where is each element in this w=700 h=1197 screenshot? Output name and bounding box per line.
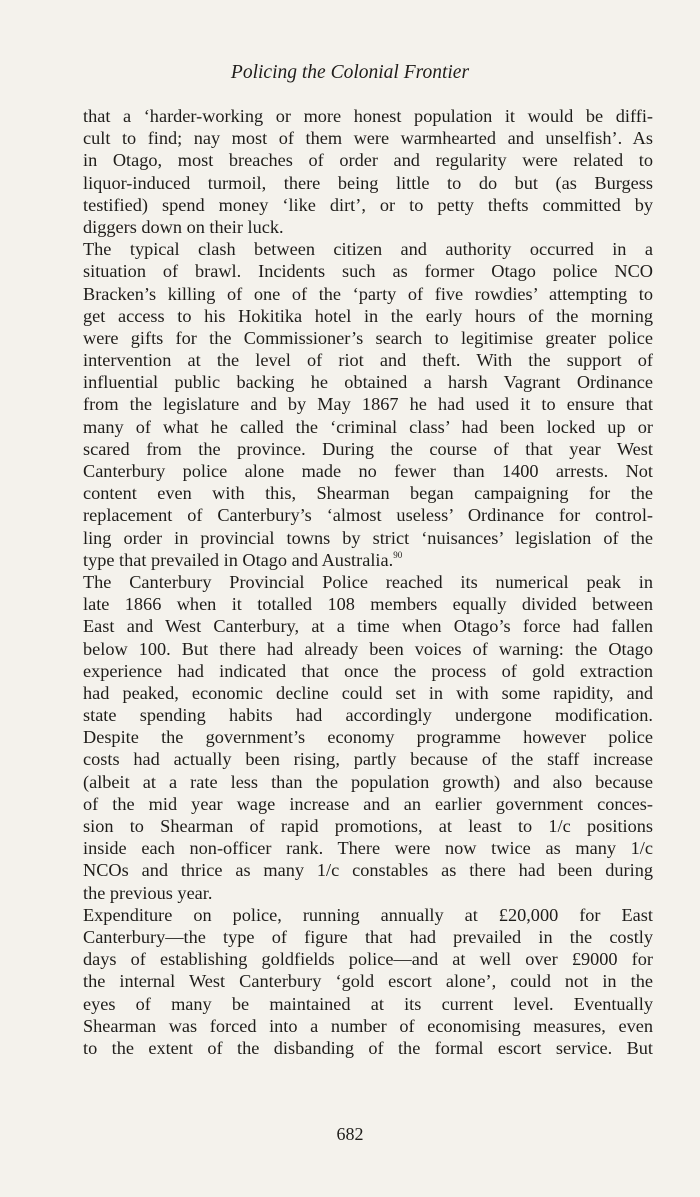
text-line <box>83 837 653 859</box>
text-line <box>83 172 653 194</box>
line-text: NCOs and thrice as many 1/c constables as there had been during <box>83 860 653 881</box>
line-text: type that prevailed in Otago and Australia. <box>83 549 394 570</box>
text-line <box>83 993 653 1015</box>
line-text: influential public backing he obtained a harsh Vagrant Ordinance <box>83 372 653 393</box>
line-text: Despite the government’s economy programme however police <box>83 727 653 748</box>
line-text: experience had indicated that once the process of gold extraction <box>83 660 653 681</box>
line-text: the internal West Canterbury ‘gold escort alone’, could not in the <box>83 971 653 992</box>
text-line <box>83 438 653 460</box>
text-line <box>83 371 653 393</box>
line-text: days of establishing goldfields police—and at well over £9000 for <box>83 949 653 970</box>
text-line <box>83 1037 653 1059</box>
line-text: had peaked, economic decline could set in with some rapidity, and <box>83 682 653 703</box>
text-line <box>83 238 653 260</box>
text-line <box>83 305 653 327</box>
text-line <box>83 904 653 926</box>
line-text: sion to Shearman of rapid promotions, at least to 1/c positions <box>83 816 653 836</box>
line-text: Shearman was forced into a number of economising measures, even <box>83 1015 653 1036</box>
text-line <box>83 815 653 837</box>
line-text: Canterbury—the type of figure that had prevailed in the costly <box>83 926 653 947</box>
text-line <box>83 260 653 282</box>
line-text: East and West Canterbury, at a time when Otago’s force had fallen <box>83 616 653 637</box>
text-line <box>83 615 653 637</box>
line-text: that a ‘harder-working or more honest population it would be diffi- <box>83 106 653 126</box>
line-text: inside each non-officer rank. There were now twice as many 1/c <box>83 838 653 859</box>
line-text: Bracken’s killing of one of the ‘party of five rowdies’ attempting to <box>83 283 653 304</box>
text-line <box>83 504 653 526</box>
line-text: testified) spend money ‘like dirt’, or to petty thefts committed by <box>83 194 653 215</box>
line-text: get access to his Hokitika hotel in the early hours of the morning <box>83 305 653 326</box>
text-line <box>83 638 653 660</box>
line-text: content even with this, Shearman began campaigning for the <box>83 483 653 504</box>
text-line <box>83 393 653 415</box>
line-text: below 100. But there had already been voices of warning: the Otago <box>83 638 653 659</box>
text-line <box>83 283 653 305</box>
line-text: The typical clash between citizen and authority occurred in a <box>83 239 653 260</box>
paragraph <box>83 238 653 571</box>
text-line <box>83 149 653 171</box>
text-line <box>83 416 653 438</box>
line-text: in Otago, most breaches of order and regularity were related to <box>83 150 653 171</box>
paragraph <box>83 571 653 904</box>
text-line <box>83 482 653 504</box>
text-line <box>83 682 653 704</box>
paragraph <box>83 904 653 1059</box>
line-text: liquor-induced turmoil, there being little to do but (as Burgess <box>83 172 653 193</box>
line-text: eyes of many be maintained at its current level. Eventually <box>83 993 653 1014</box>
text-line <box>83 593 653 615</box>
line-text: many of what he called the ‘criminal class’ had been locked up or <box>83 416 653 437</box>
text-line <box>83 948 653 970</box>
text-line <box>83 748 653 770</box>
text-line <box>83 216 653 238</box>
line-text: intervention at the level of riot and theft. With the support of <box>83 350 653 371</box>
text-line <box>83 105 653 127</box>
footnote-marker: 90 <box>393 549 403 560</box>
line-text: diggers down on their luck. <box>83 216 284 237</box>
body-text <box>83 105 653 1059</box>
line-text: the previous year. <box>83 882 213 903</box>
text-line <box>83 1015 653 1037</box>
text-line <box>83 882 653 904</box>
running-head: Policing the Colonial Frontier <box>230 62 470 83</box>
text-line <box>83 349 653 371</box>
line-text: The Canterbury Provincial Police reached its numerical peak in <box>83 571 653 592</box>
text-line <box>83 127 653 149</box>
text-line <box>83 771 653 793</box>
text-line <box>83 549 653 571</box>
line-text: (albeit at a rate less than the population growth) and also because <box>83 771 653 792</box>
text-line <box>83 660 653 682</box>
line-text: cult to find; nay most of them were warmhearted and unselfish’. As <box>83 128 653 149</box>
text-line <box>83 194 653 216</box>
line-text: Canterbury police alone made no fewer than 1400 arrests. Not <box>83 461 653 481</box>
line-text: late 1866 when it totalled 108 members equally divided between <box>83 594 653 615</box>
text-line <box>83 726 653 748</box>
line-text: ling order in provincial towns by strict ‘nuisances’ legislation of the <box>83 527 653 548</box>
line-text: were gifts for the Commissioner’s search to legitimise greater police <box>83 327 653 348</box>
line-text: state spending habits had accordingly undergone modification. <box>83 705 653 726</box>
line-text: costs had actually been rising, partly because of the staff increase <box>83 749 653 770</box>
text-line <box>83 327 653 349</box>
text-line <box>83 859 653 881</box>
line-text: scared from the province. During the course of that year West <box>83 438 653 459</box>
line-text: replacement of Canterbury’s ‘almost useless’ Ordinance for control- <box>83 505 653 526</box>
text-line <box>83 793 653 815</box>
text-line <box>83 926 653 948</box>
text-line <box>83 460 653 482</box>
line-text: of the mid year wage increase and an earlier government conces- <box>83 793 653 814</box>
text-line <box>83 527 653 549</box>
line-text: Expenditure on police, running annually at £20,000 for East <box>83 904 653 925</box>
text-line <box>83 571 653 593</box>
text-line <box>83 704 653 726</box>
text-line <box>83 970 653 992</box>
paragraph <box>83 105 653 238</box>
line-text: from the legislature and by May 1867 he had used it to ensure that <box>83 394 653 415</box>
line-text: situation of brawl. Incidents such as former Otago police NCO <box>83 261 653 282</box>
page-number: 682 <box>336 1124 364 1144</box>
line-text: to the extent of the disbanding of the formal escort service. But <box>83 1037 653 1058</box>
